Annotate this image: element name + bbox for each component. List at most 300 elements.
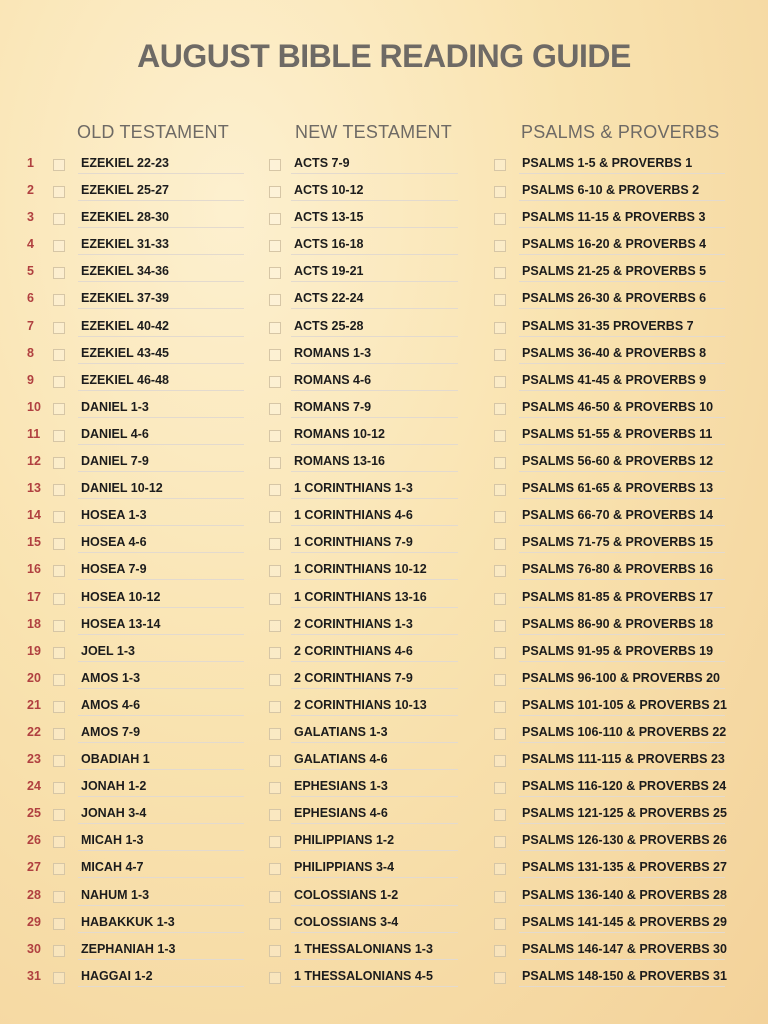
day-row [0, 258, 768, 285]
day-row [0, 177, 768, 204]
old-testament-checkbox[interactable] [53, 674, 65, 686]
new-testament-checkbox[interactable] [269, 863, 281, 875]
day-row [0, 421, 768, 448]
psalms-proverbs-checkbox[interactable] [494, 972, 506, 984]
divider [78, 200, 244, 201]
psalms-proverbs-checkbox[interactable] [494, 430, 506, 442]
new-testament-reading: EPHESIANS 4-6 [294, 806, 388, 821]
day-number: 16 [27, 562, 41, 577]
day-number: 5 [27, 264, 34, 279]
old-testament-checkbox[interactable] [53, 159, 65, 171]
new-testament-reading: 1 CORINTHIANS 7-9 [294, 535, 413, 550]
new-testament-checkbox[interactable] [269, 267, 281, 279]
day-number: 29 [27, 914, 41, 929]
divider [291, 417, 458, 418]
divider [78, 877, 244, 878]
old-testament-checkbox[interactable] [53, 538, 65, 550]
new-testament-reading: ACTS 22-24 [294, 291, 364, 306]
divider [519, 769, 725, 770]
new-testament-checkbox[interactable] [269, 430, 281, 442]
divider [291, 796, 458, 797]
old-testament-reading: DANIEL 10-12 [81, 481, 163, 496]
psalms-proverbs-checkbox[interactable] [494, 728, 506, 740]
psalms-proverbs-checkbox[interactable] [494, 863, 506, 875]
psalms-proverbs-reading: PSALMS 66-70 & PROVERBS 14 [522, 508, 714, 523]
old-testament-checkbox[interactable] [53, 782, 65, 794]
old-testament-checkbox[interactable] [53, 620, 65, 632]
new-testament-reading: 2 CORINTHIANS 10-13 [294, 697, 427, 712]
new-testament-checkbox[interactable] [269, 945, 281, 957]
day-row [0, 231, 768, 258]
old-testament-checkbox[interactable] [53, 565, 65, 577]
psalms-proverbs-checkbox[interactable] [494, 674, 506, 686]
divider [291, 471, 458, 472]
new-testament-checkbox[interactable] [269, 457, 281, 469]
new-testament-checkbox[interactable] [269, 159, 281, 171]
psalms-proverbs-checkbox[interactable] [494, 647, 506, 659]
new-testament-reading: 2 CORINTHIANS 4-6 [294, 643, 413, 658]
divider [519, 254, 725, 255]
old-testament-checkbox[interactable] [53, 593, 65, 605]
divider [291, 254, 458, 255]
day-row [0, 692, 768, 719]
day-number: 3 [27, 210, 34, 225]
old-testament-checkbox[interactable] [53, 728, 65, 740]
old-testament-reading: EZEKIEL 34-36 [81, 264, 170, 279]
day-row [0, 556, 768, 583]
psalms-proverbs-reading: PSALMS 6-10 & PROVERBS 2 [522, 183, 700, 198]
day-number: 24 [27, 779, 41, 794]
divider [78, 905, 244, 906]
divider [78, 634, 244, 635]
new-testament-checkbox[interactable] [269, 728, 281, 740]
day-number: 27 [27, 860, 41, 875]
day-number: 18 [27, 616, 41, 631]
psalms-proverbs-reading: PSALMS 146-147 & PROVERBS 30 [522, 941, 727, 956]
divider [78, 498, 244, 499]
divider [519, 173, 725, 174]
psalms-proverbs-checkbox[interactable] [494, 701, 506, 713]
new-testament-checkbox[interactable] [269, 836, 281, 848]
psalms-proverbs-reading: PSALMS 76-80 & PROVERBS 16 [522, 562, 714, 577]
divider [519, 634, 725, 635]
divider [291, 281, 458, 282]
new-testament-checkbox[interactable] [269, 403, 281, 415]
divider [291, 932, 458, 933]
divider [519, 661, 725, 662]
old-testament-checkbox[interactable] [53, 267, 65, 279]
old-testament-reading: AMOS 4-6 [81, 697, 141, 712]
day-row [0, 882, 768, 909]
divider [519, 986, 725, 987]
psalms-proverbs-checkbox[interactable] [494, 267, 506, 279]
day-row [0, 665, 768, 692]
divider [519, 444, 725, 445]
divider [78, 850, 244, 851]
day-number: 30 [27, 941, 41, 956]
psalms-proverbs-checkbox[interactable] [494, 782, 506, 794]
psalms-proverbs-checkbox[interactable] [494, 186, 506, 198]
day-row [0, 611, 768, 638]
new-testament-checkbox[interactable] [269, 647, 281, 659]
divider [519, 905, 725, 906]
day-number: 14 [27, 508, 41, 523]
new-testament-checkbox[interactable] [269, 349, 281, 361]
divider [78, 525, 244, 526]
old-testament-checkbox[interactable] [53, 836, 65, 848]
new-testament-checkbox[interactable] [269, 294, 281, 306]
page-title: AUGUST BIBLE READING GUIDE [137, 38, 631, 74]
divider [291, 661, 458, 662]
new-testament-reading: ROMANS 1-3 [294, 345, 372, 360]
day-row [0, 313, 768, 340]
new-testament-checkbox[interactable] [269, 701, 281, 713]
day-row [0, 746, 768, 773]
new-testament-checkbox[interactable] [269, 538, 281, 550]
old-testament-reading: DANIEL 7-9 [81, 454, 149, 469]
divider [291, 823, 458, 824]
divider [291, 444, 458, 445]
divider [78, 932, 244, 933]
old-testament-reading: EZEKIEL 37-39 [81, 291, 170, 306]
old-testament-reading: MICAH 1-3 [81, 833, 144, 848]
new-testament-reading: PHILIPPIANS 3-4 [294, 860, 395, 875]
old-testament-reading: AMOS 1-3 [81, 670, 141, 685]
old-testament-reading: MICAH 4-7 [81, 860, 144, 875]
divider [291, 308, 458, 309]
day-number: 6 [27, 291, 34, 306]
column-header-old-testament: OLD TESTAMENT [77, 122, 229, 142]
divider [519, 525, 725, 526]
divider [291, 552, 458, 553]
new-testament-checkbox[interactable] [269, 322, 281, 334]
psalms-proverbs-checkbox[interactable] [494, 213, 506, 225]
new-testament-reading: GALATIANS 1-3 [294, 724, 388, 739]
divider [519, 417, 725, 418]
psalms-proverbs-checkbox[interactable] [494, 538, 506, 550]
psalms-proverbs-reading: PSALMS 51-55 & PROVERBS 11 [522, 426, 713, 441]
psalms-proverbs-reading: PSALMS 61-65 & PROVERBS 13 [522, 481, 714, 496]
psalms-proverbs-checkbox[interactable] [494, 620, 506, 632]
old-testament-reading: EZEKIEL 40-42 [81, 318, 170, 333]
new-testament-checkbox[interactable] [269, 484, 281, 496]
new-testament-reading: ACTS 10-12 [294, 183, 364, 198]
old-testament-reading: HOSEA 1-3 [81, 508, 147, 523]
psalms-proverbs-checkbox[interactable] [494, 836, 506, 848]
day-row [0, 963, 768, 990]
old-testament-reading: HAGGAI 1-2 [81, 968, 153, 983]
divider [291, 525, 458, 526]
old-testament-reading: EZEKIEL 22-23 [81, 156, 170, 170]
divider [78, 308, 244, 309]
day-number: 28 [27, 887, 41, 902]
psalms-proverbs-reading: PSALMS 56-60 & PROVERBS 12 [522, 454, 714, 469]
psalms-proverbs-reading: PSALMS 121-125 & PROVERBS 25 [522, 806, 727, 821]
day-row [0, 638, 768, 665]
divider [519, 390, 725, 391]
new-testament-checkbox[interactable] [269, 565, 281, 577]
divider [519, 281, 725, 282]
day-number: 8 [27, 345, 34, 360]
new-testament-reading: COLOSSIANS 3-4 [294, 914, 399, 929]
divider [291, 336, 458, 337]
divider [519, 932, 725, 933]
psalms-proverbs-reading: PSALMS 81-85 & PROVERBS 17 [522, 589, 714, 604]
psalms-proverbs-checkbox[interactable] [494, 322, 506, 334]
divider [78, 444, 244, 445]
new-testament-reading: ACTS 13-15 [294, 210, 364, 225]
day-number: 26 [27, 833, 41, 848]
psalms-proverbs-reading: PSALMS 101-105 & PROVERBS 21 [522, 697, 727, 712]
new-testament-reading: 1 THESSALONIANS 4-5 [294, 968, 433, 983]
old-testament-reading: OBADIAH 1 [81, 752, 150, 767]
divider [291, 877, 458, 878]
psalms-proverbs-reading: PSALMS 136-140 & PROVERBS 28 [522, 887, 727, 902]
new-testament-reading: 1 CORINTHIANS 13-16 [294, 589, 427, 604]
psalms-proverbs-checkbox[interactable] [494, 945, 506, 957]
psalms-proverbs-reading: PSALMS 16-20 & PROVERBS 4 [522, 237, 707, 252]
day-number: 4 [27, 237, 34, 252]
divider [78, 959, 244, 960]
psalms-proverbs-checkbox[interactable] [494, 376, 506, 388]
new-testament-checkbox[interactable] [269, 809, 281, 821]
new-testament-checkbox[interactable] [269, 782, 281, 794]
divider [519, 823, 725, 824]
day-row [0, 340, 768, 367]
psalms-proverbs-checkbox[interactable] [494, 593, 506, 605]
old-testament-reading: EZEKIEL 43-45 [81, 345, 170, 360]
old-testament-checkbox[interactable] [53, 322, 65, 334]
new-testament-checkbox[interactable] [269, 674, 281, 686]
divider [291, 579, 458, 580]
day-row [0, 475, 768, 502]
divider [519, 336, 725, 337]
day-number: 25 [27, 806, 41, 821]
day-number: 12 [27, 454, 41, 469]
new-testament-reading: 2 CORINTHIANS 1-3 [294, 616, 413, 631]
new-testament-checkbox[interactable] [269, 918, 281, 930]
divider [78, 227, 244, 228]
new-testament-checkbox[interactable] [269, 620, 281, 632]
new-testament-reading: EPHESIANS 1-3 [294, 779, 388, 794]
divider [291, 363, 458, 364]
new-testament-checkbox[interactable] [269, 511, 281, 523]
old-testament-checkbox[interactable] [53, 430, 65, 442]
psalms-proverbs-checkbox[interactable] [494, 159, 506, 171]
psalms-proverbs-reading: PSALMS 91-95 & PROVERBS 19 [522, 643, 714, 658]
day-number: 10 [27, 399, 41, 414]
day-row [0, 584, 768, 611]
old-testament-checkbox[interactable] [53, 403, 65, 415]
day-number: 2 [27, 183, 34, 198]
new-testament-reading: 1 THESSALONIANS 1-3 [294, 941, 433, 956]
day-row [0, 529, 768, 556]
day-row [0, 854, 768, 881]
old-testament-reading: HOSEA 7-9 [81, 562, 147, 577]
psalms-proverbs-reading: PSALMS 131-135 & PROVERBS 27 [522, 860, 727, 875]
new-testament-reading: ACTS 25-28 [294, 318, 364, 333]
psalms-proverbs-reading: PSALMS 96-100 & PROVERBS 20 [522, 670, 720, 685]
psalms-proverbs-checkbox[interactable] [494, 403, 506, 415]
new-testament-reading: ROMANS 4-6 [294, 372, 372, 387]
psalms-proverbs-checkbox[interactable] [494, 240, 506, 252]
old-testament-checkbox[interactable] [53, 701, 65, 713]
divider [519, 552, 725, 553]
old-testament-checkbox[interactable] [53, 945, 65, 957]
new-testament-reading: GALATIANS 4-6 [294, 752, 388, 767]
psalms-proverbs-checkbox[interactable] [494, 918, 506, 930]
divider [291, 850, 458, 851]
day-row [0, 773, 768, 800]
old-testament-reading: EZEKIEL 28-30 [81, 210, 170, 225]
psalms-proverbs-reading: PSALMS 36-40 & PROVERBS 8 [522, 345, 707, 360]
psalms-proverbs-reading: PSALMS 21-25 & PROVERBS 5 [522, 264, 707, 279]
old-testament-reading: EZEKIEL 31-33 [81, 237, 170, 252]
old-testament-reading: JONAH 1-2 [81, 779, 147, 794]
day-number: 13 [27, 481, 41, 496]
reading-list [0, 150, 768, 990]
divider [78, 579, 244, 580]
day-number: 31 [27, 968, 41, 983]
psalms-proverbs-reading: PSALMS 106-110 & PROVERBS 22 [522, 724, 727, 739]
day-row [0, 936, 768, 963]
new-testament-reading: ACTS 16-18 [294, 237, 364, 252]
new-testament-checkbox[interactable] [269, 972, 281, 984]
day-row [0, 909, 768, 936]
psalms-proverbs-checkbox[interactable] [494, 511, 506, 523]
old-testament-reading: DANIEL 4-6 [81, 426, 149, 441]
psalms-proverbs-reading: PSALMS 31-35 PROVERBS 7 [522, 318, 694, 333]
old-testament-reading: AMOS 7-9 [81, 724, 141, 739]
divider [78, 471, 244, 472]
divider [78, 607, 244, 608]
new-testament-reading: ROMANS 10-12 [294, 426, 385, 441]
old-testament-checkbox[interactable] [53, 918, 65, 930]
divider [78, 336, 244, 337]
divider [78, 823, 244, 824]
divider [519, 363, 725, 364]
old-testament-checkbox[interactable] [53, 240, 65, 252]
old-testament-reading: JONAH 3-4 [81, 806, 147, 821]
divider [519, 227, 725, 228]
divider [78, 688, 244, 689]
new-testament-checkbox[interactable] [269, 240, 281, 252]
old-testament-checkbox[interactable] [53, 186, 65, 198]
divider [519, 308, 725, 309]
divider [78, 986, 244, 987]
day-row [0, 827, 768, 854]
psalms-proverbs-reading: PSALMS 126-130 & PROVERBS 26 [522, 833, 727, 848]
old-testament-checkbox[interactable] [53, 213, 65, 225]
old-testament-checkbox[interactable] [53, 809, 65, 821]
day-row [0, 394, 768, 421]
new-testament-reading: 2 CORINTHIANS 7-9 [294, 670, 413, 685]
old-testament-reading: HOSEA 13-14 [81, 616, 161, 631]
old-testament-checkbox[interactable] [53, 376, 65, 388]
divider [291, 200, 458, 201]
psalms-proverbs-checkbox[interactable] [494, 755, 506, 767]
new-testament-reading: 1 CORINTHIANS 1-3 [294, 481, 413, 496]
new-testament-checkbox[interactable] [269, 376, 281, 388]
day-number: 20 [27, 670, 41, 685]
day-row [0, 204, 768, 231]
old-testament-checkbox[interactable] [53, 457, 65, 469]
old-testament-checkbox[interactable] [53, 484, 65, 496]
day-number: 19 [27, 643, 41, 658]
day-row [0, 448, 768, 475]
divider [519, 742, 725, 743]
psalms-proverbs-checkbox[interactable] [494, 809, 506, 821]
new-testament-checkbox[interactable] [269, 593, 281, 605]
old-testament-reading: NAHUM 1-3 [81, 887, 150, 902]
divider [291, 742, 458, 743]
old-testament-checkbox[interactable] [53, 511, 65, 523]
day-number: 9 [27, 372, 34, 387]
new-testament-checkbox[interactable] [269, 755, 281, 767]
divider [519, 607, 725, 608]
new-testament-checkbox[interactable] [269, 186, 281, 198]
divider [78, 796, 244, 797]
day-number: 23 [27, 752, 41, 767]
divider [519, 959, 725, 960]
old-testament-checkbox[interactable] [53, 755, 65, 767]
new-testament-reading: 1 CORINTHIANS 4-6 [294, 508, 413, 523]
psalms-proverbs-checkbox[interactable] [494, 891, 506, 903]
new-testament-reading: COLOSSIANS 1-2 [294, 887, 399, 902]
psalms-proverbs-checkbox[interactable] [494, 484, 506, 496]
psalms-proverbs-reading: PSALMS 1-5 & PROVERBS 1 [522, 156, 693, 170]
new-testament-reading: ROMANS 13-16 [294, 454, 385, 469]
old-testament-reading: JOEL 1-3 [81, 643, 135, 658]
old-testament-reading: HABAKKUK 1-3 [81, 914, 175, 929]
old-testament-checkbox[interactable] [53, 972, 65, 984]
divider [519, 688, 725, 689]
divider [291, 715, 458, 716]
divider [519, 715, 725, 716]
psalms-proverbs-checkbox[interactable] [494, 349, 506, 361]
day-row [0, 719, 768, 746]
old-testament-reading: EZEKIEL 46-48 [81, 372, 170, 387]
psalms-proverbs-checkbox[interactable] [494, 457, 506, 469]
psalms-proverbs-checkbox[interactable] [494, 294, 506, 306]
psalms-proverbs-reading: PSALMS 46-50 & PROVERBS 10 [522, 399, 714, 414]
day-number: 22 [27, 724, 41, 739]
old-testament-checkbox[interactable] [53, 863, 65, 875]
divider [291, 390, 458, 391]
day-number: 15 [27, 535, 41, 550]
psalms-proverbs-reading: PSALMS 71-75 & PROVERBS 15 [522, 535, 714, 550]
old-testament-checkbox[interactable] [53, 647, 65, 659]
psalms-proverbs-checkbox[interactable] [494, 565, 506, 577]
old-testament-reading: HOSEA 10-12 [81, 589, 161, 604]
day-row [0, 502, 768, 529]
new-testament-checkbox[interactable] [269, 891, 281, 903]
divider [78, 661, 244, 662]
old-testament-checkbox[interactable] [53, 349, 65, 361]
column-header-psalms-proverbs: PSALMS & PROVERBS [521, 122, 720, 142]
divider [78, 769, 244, 770]
old-testament-reading: HOSEA 4-6 [81, 535, 147, 550]
old-testament-checkbox[interactable] [53, 891, 65, 903]
old-testament-checkbox[interactable] [53, 294, 65, 306]
psalms-proverbs-reading: PSALMS 148-150 & PROVERBS 31 [522, 968, 727, 983]
new-testament-reading: ACTS 19-21 [294, 264, 364, 279]
day-row [0, 800, 768, 827]
divider [519, 498, 725, 499]
divider [78, 552, 244, 553]
divider [519, 850, 725, 851]
new-testament-checkbox[interactable] [269, 213, 281, 225]
